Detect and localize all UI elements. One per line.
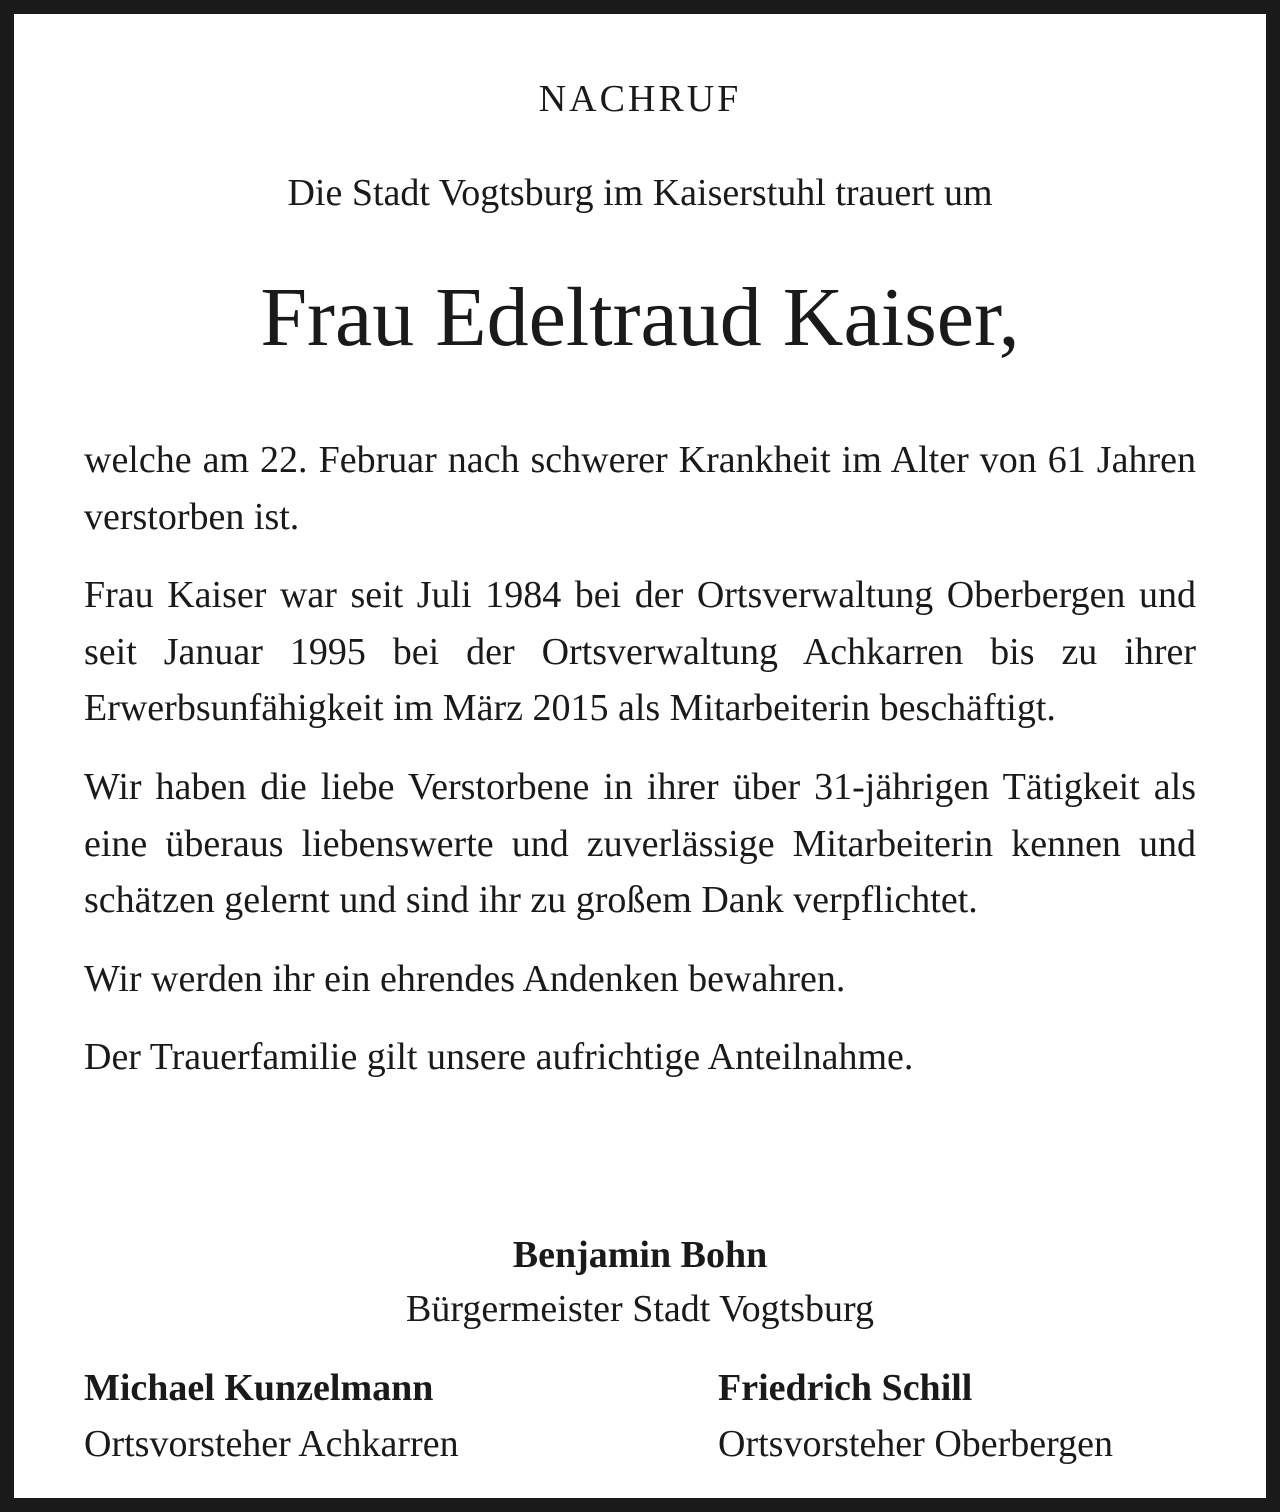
left-signature (84, 1360, 459, 1472)
paragraph-tribute: Wir haben die liebe Verstorbene in ihrer über 31-jährigen Tätigkeit als eine überaus liebenswerte und zuverlässige Mitarbeiterin kennen und schätzen gelernt und sind ihr zu großem Dank verpflichtet. (84, 765, 1196, 922)
left-signer-name: Michael Kunzelmann (84, 1367, 434, 1409)
paragraph-death: welche am 22. Februar nach schwerer Krankheit im Alter von 61 Jahren verstorben ist. (84, 439, 1196, 538)
notice-body (84, 432, 1196, 1108)
mayor-name: Benjamin Bohn (512, 1234, 768, 1276)
paragraph-career: Frau Kaiser war seit Juli 1984 bei der Ortsverwaltung Oberbergen und seit Januar 1995 bei der Ortsverwaltung Achkarren bis zu ihrer Erwerbsunfähigkeit im März 2015 als Mitarbeiterin beschäftigt. (84, 574, 1196, 730)
mayor-signature (84, 1228, 1196, 1336)
mayor-title: Bürgermeister Stadt Vogtsburg (406, 1288, 874, 1330)
right-signer-title: Ortsvorsteher Oberbergen (718, 1423, 1113, 1465)
notice-intro: Die Stadt Vogtsburg im Kaiserstuhl trauert um (287, 172, 993, 214)
right-signature (718, 1360, 1113, 1472)
obituary-content (84, 14, 1196, 1498)
paragraph-condolence: Der Trauerfamilie gilt unsere aufrichtige Anteilnahme. (84, 1036, 914, 1079)
notice-heading: NACHRUF (538, 78, 742, 120)
right-signer-name: Friedrich Schill (718, 1367, 973, 1409)
left-signer-title: Ortsvorsteher Achkarren (84, 1423, 459, 1465)
paragraph-remembrance: Wir werden ihr ein ehrendes Andenken bewahren. (84, 957, 846, 1000)
deceased-name: Frau Edeltraud Kaiser, (260, 271, 1020, 364)
